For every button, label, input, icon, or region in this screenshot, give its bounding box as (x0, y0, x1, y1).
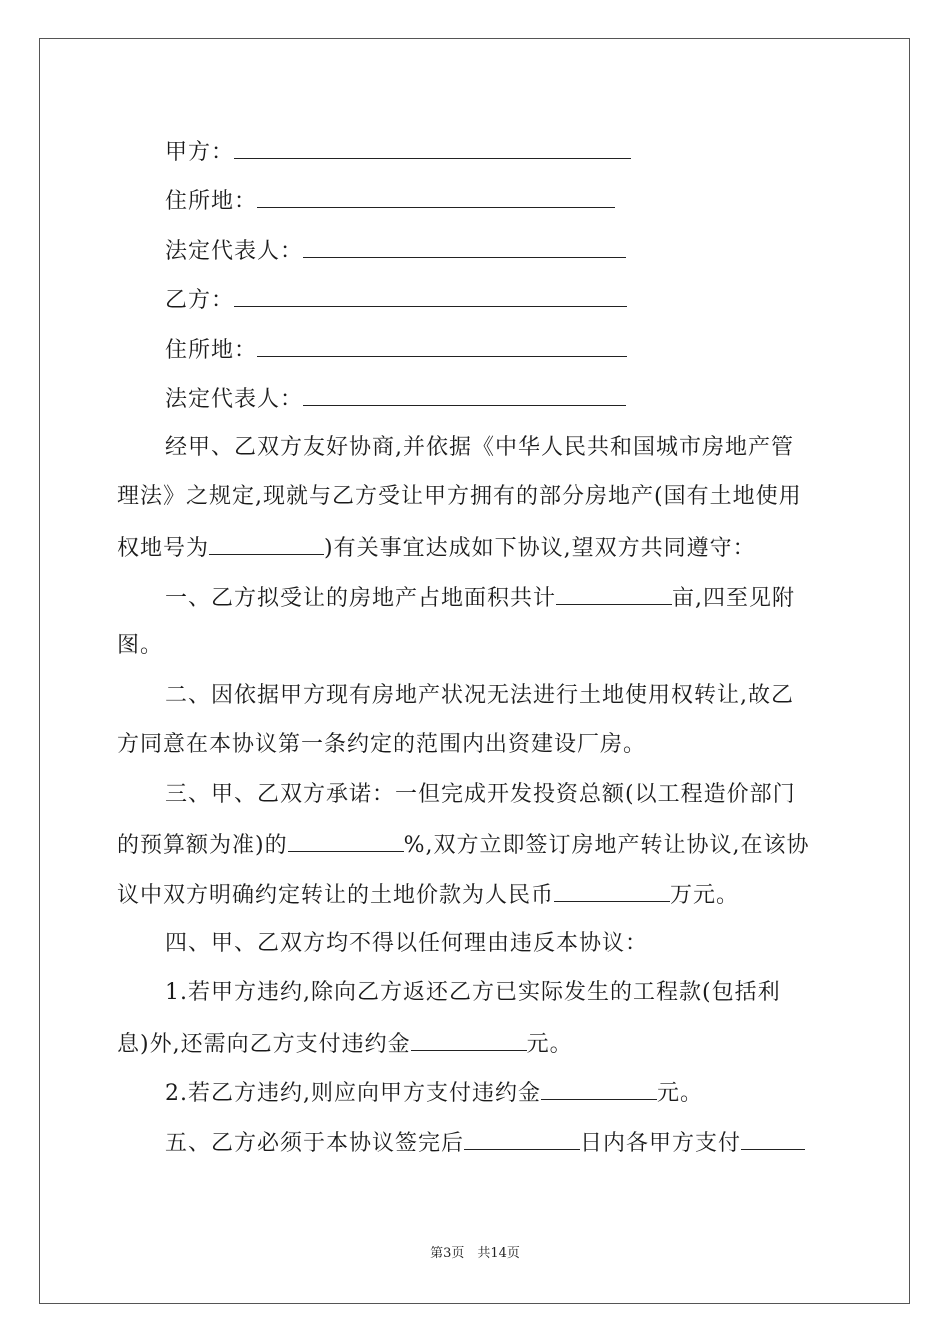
party-a-blank[interactable] (234, 136, 631, 159)
clause-4-1-line-1: 1.若甲方违约,除向乙方返还乙方已实际发生的工程款(包括利 (165, 980, 781, 1005)
payment-blank[interactable] (741, 1127, 805, 1150)
clause-4-1-text-b: 元。 (526, 1032, 573, 1057)
clause-4-2-text-b: 元。 (657, 1081, 704, 1106)
penalty-b-blank[interactable] (541, 1077, 657, 1100)
page-number-footer: 第3页 共14页 (430, 1246, 520, 1261)
clause-4-1-line-2 (117, 1028, 573, 1060)
party-a-label: 甲方： (165, 140, 235, 165)
party-b-field (165, 284, 627, 316)
clause-5-line-1 (165, 1127, 805, 1159)
intro-line-3-text-a: 权地号为 (117, 536, 210, 561)
party-a-field (165, 136, 631, 168)
party-b-address-field (165, 334, 627, 366)
party-b-blank[interactable] (234, 284, 627, 307)
clause-3-text-c: 议中双方明确约定转让的土地价款为人民币 (117, 883, 555, 908)
clause-3-line-2 (117, 829, 810, 861)
party-b-rep-label: 法定代表人： (165, 387, 304, 412)
clause-3-text-a: 的预算额为准)的 (117, 833, 288, 858)
clause-4-heading: 四、甲、乙双方均不得以任何理由违反本协议： (165, 931, 649, 956)
intro-line-2: 理法》之规定,现就与乙方受让甲方拥有的部分房地产(国有土地使用 (117, 484, 802, 509)
party-a-address-label: 住所地： (165, 189, 258, 214)
party-a-rep-label: 法定代表人： (165, 239, 304, 264)
intro-line-1: 经甲、乙双方友好协商,并依据《中华人民共和国城市房地产管 (165, 435, 794, 460)
clause-1-line-1 (165, 582, 795, 614)
party-a-address-field (165, 185, 615, 217)
clause-4-2-text-a: 2.若乙方违约,则应向甲方支付违约金 (165, 1081, 541, 1106)
clause-1-text-b: 亩,四至见附 (672, 586, 796, 611)
party-b-label: 乙方： (165, 288, 235, 313)
clause-5-text-a: 五、乙方必须于本协议签完后 (165, 1131, 465, 1156)
party-b-address-label: 住所地： (165, 338, 258, 363)
party-b-rep-field (165, 383, 626, 415)
clause-3-line-3 (117, 879, 739, 911)
party-a-rep-blank[interactable] (303, 235, 626, 258)
days-blank[interactable] (464, 1127, 580, 1150)
intro-line-3-text-b: )有关事宜达成如下协议,望双方共同遵守： (324, 536, 756, 561)
clause-3-text-d: 万元。 (670, 883, 740, 908)
clause-2-line-2: 方同意在本协议第一条约定的范围内出资建设厂房。 (117, 732, 647, 757)
land-area-blank[interactable] (556, 582, 672, 605)
penalty-a-blank[interactable] (411, 1028, 527, 1051)
percent-blank[interactable] (288, 829, 404, 852)
party-b-rep-blank[interactable] (303, 383, 626, 406)
page-border (39, 38, 910, 1304)
clause-3-text-b: %,双方立即签订房地产转让协议,在该协 (403, 833, 810, 858)
clause-3-line-1: 三、甲、乙双方承诺：一但完成开发投资总额(以工程造价部门 (165, 782, 796, 807)
clause-4-1-text-a: 息)外,还需向乙方支付违约金 (117, 1032, 411, 1057)
clause-5-text-b: 日内各甲方支付 (580, 1131, 742, 1156)
intro-line-3 (117, 532, 756, 564)
clause-1-text-a: 一、乙方拟受让的房地产占地面积共计 (165, 586, 557, 611)
clause-4-2-line (165, 1077, 703, 1109)
party-a-rep-field (165, 235, 626, 267)
clause-2-line-1: 二、因依据甲方现有房地产状况无法进行土地使用权转让,故乙 (165, 683, 794, 708)
clause-1-line-2: 图。 (117, 633, 164, 658)
price-blank[interactable] (554, 879, 670, 902)
party-a-address-blank[interactable] (257, 185, 615, 208)
party-b-address-blank[interactable] (257, 334, 627, 357)
land-number-blank[interactable] (209, 532, 324, 555)
